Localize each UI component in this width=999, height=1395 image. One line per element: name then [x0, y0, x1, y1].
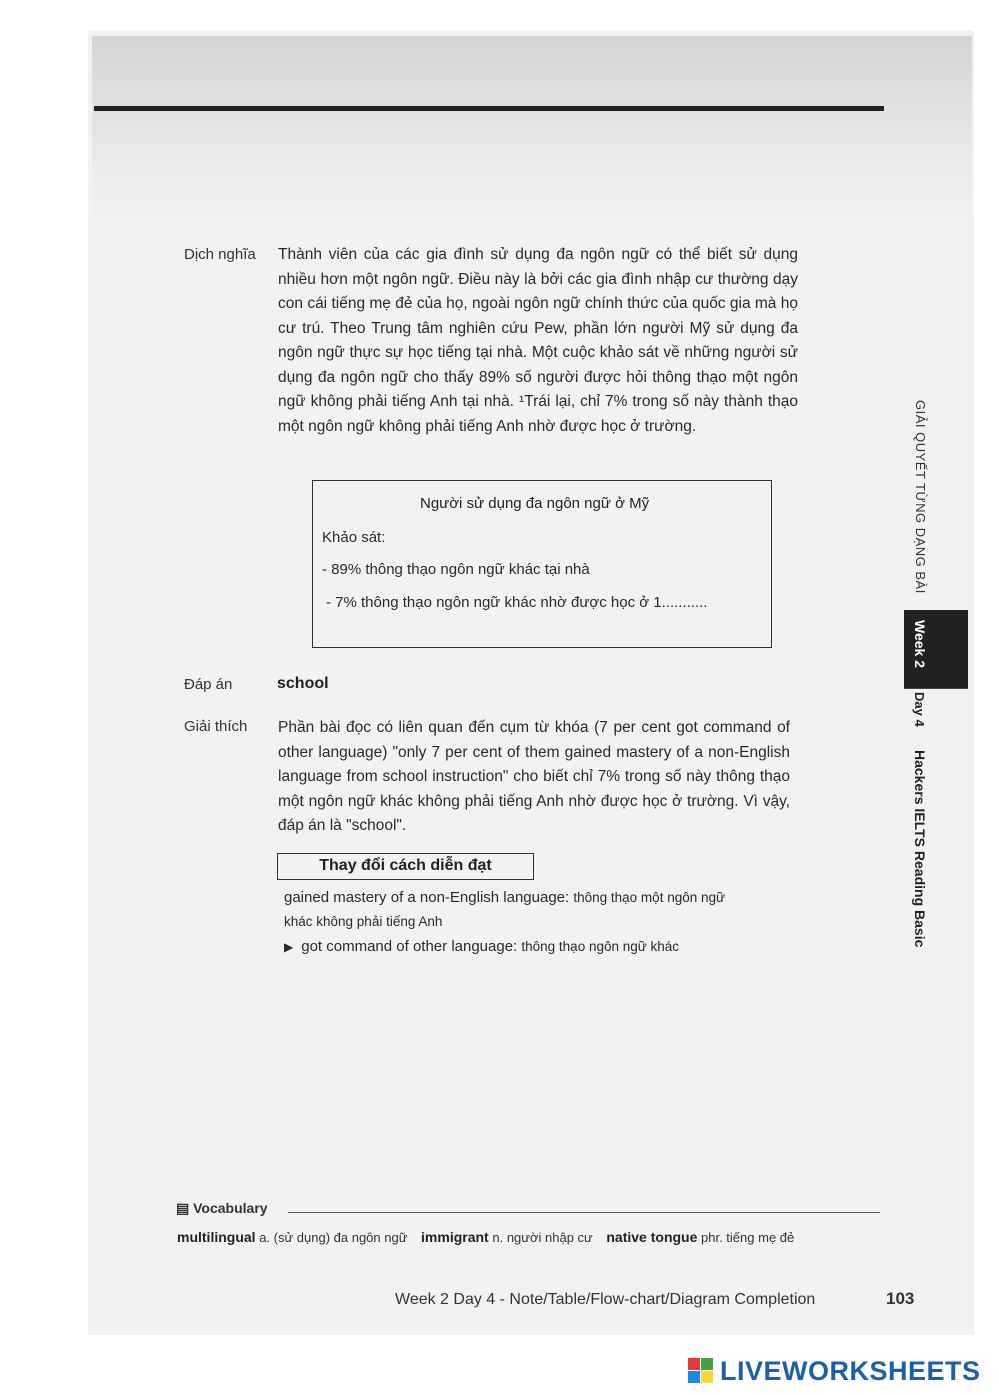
explanation-label: Giải thích	[184, 718, 248, 735]
vocabulary-list	[177, 1229, 794, 1245]
vocab-def-2: n. người nhập cư	[492, 1230, 593, 1245]
vocab-word-1: multilingual	[177, 1229, 256, 1245]
vocab-def-3: phr. tiếng mẹ đẻ	[701, 1230, 795, 1245]
header-rule	[94, 106, 884, 111]
translation-label: Dịch nghĩa	[184, 246, 256, 263]
arrow-right-icon: ▶	[284, 940, 294, 954]
note-title: Người sử dụng đa ngôn ngữ ở Mỹ	[420, 495, 650, 512]
paraphrase-vn-1a: thông thạo một ngôn ngữ	[573, 890, 726, 905]
paraphrase-title: Thay đổi cách diễn đạt	[277, 853, 534, 880]
footer-text: Week 2 Day 4 - Note/Table/Flow-chart/Diagram Completion	[395, 1291, 816, 1308]
paraphrase-en-2: got command of other language:	[301, 938, 518, 955]
side-book-title: Hackers IELTS Reading Basic	[912, 750, 928, 948]
explanation-text: Phần bài đọc có liên quan đến cụm từ khóa (7 per cent got command of other language) "only 7 per cent of them gained mastery of a non-English language from school instruction" cho biết chỉ 7% trong số này thông thạo một ngôn ngữ khác không phải tiếng Anh nhờ được học ở trường. Vì vậy, đáp án là "school".	[278, 719, 790, 834]
paraphrase-line-2	[284, 938, 679, 955]
vocabulary-rule	[288, 1212, 880, 1213]
day-divider	[904, 688, 968, 689]
answer-label: Đáp án	[184, 676, 233, 693]
header-band	[92, 36, 972, 226]
vocab-word-2: immigrant	[421, 1229, 489, 1245]
liveworksheets-logo-icon	[688, 1358, 714, 1384]
side-section-label: GIẢI QUYẾT TỪNG DẠNG BÀI	[913, 400, 928, 594]
book-icon: ▤	[176, 1200, 190, 1216]
note-line-2: - 7% thông thạo ngôn ngữ khác nhờ được học ở 1...........	[326, 594, 708, 611]
paraphrase-line-1	[284, 889, 725, 906]
side-day-label: Day 4	[912, 692, 927, 727]
answer-value: school	[277, 675, 329, 692]
paraphrase-en-1: gained mastery of a non-English language:	[284, 889, 570, 906]
note-line-1: - 89% thông thạo ngôn ngữ khác tại nhà	[322, 561, 590, 578]
page-number: 103	[886, 1289, 915, 1308]
paraphrase-line-1b	[284, 913, 442, 930]
vocab-def-1: a. (sử dụng) đa ngôn ngữ	[259, 1230, 408, 1245]
liveworksheets-brand[interactable]	[688, 1355, 981, 1387]
paraphrase-vn-2: thông thạo ngôn ngữ khác	[521, 939, 680, 954]
side-week-label: Week 2	[912, 620, 928, 668]
liveworksheets-text: LIVEWORKSHEETS	[720, 1355, 981, 1386]
vocab-word-3: native tongue	[606, 1229, 698, 1245]
vocabulary-title: Vocabulary	[193, 1200, 268, 1216]
paraphrase-vn-1b: khác không phải tiếng Anh	[284, 914, 443, 929]
vocabulary-heading	[176, 1200, 268, 1217]
translation-text: Thành viên của các gia đình sử dụng đa ngôn ngữ có thể biết sử dụng nhiều hơn một ngôn ngữ. Điều này là bởi các gia đình nhập cư thường dạy con cái tiếng mẹ đẻ của họ, ngoài ngôn ngữ chính thức của quốc gia mà họ cư trú. Theo Trung tâm nghiên cứu Pew, phần lớn người Mỹ sử dụng đa ngôn ngữ thực sự học tiếng tại nhà. Một cuộc khảo sát về những người sử dụng đa ngôn ngữ cho thấy 89% số người được hỏi thông thạo một ngôn ngữ không phải tiếng Anh tại nhà. ¹Trái lại, chỉ 7% trong số này thành thạo một ngôn ngữ không phải tiếng Anh nhờ được học ở trường.	[278, 246, 798, 435]
note-survey-label: Khảo sát:	[322, 529, 386, 546]
